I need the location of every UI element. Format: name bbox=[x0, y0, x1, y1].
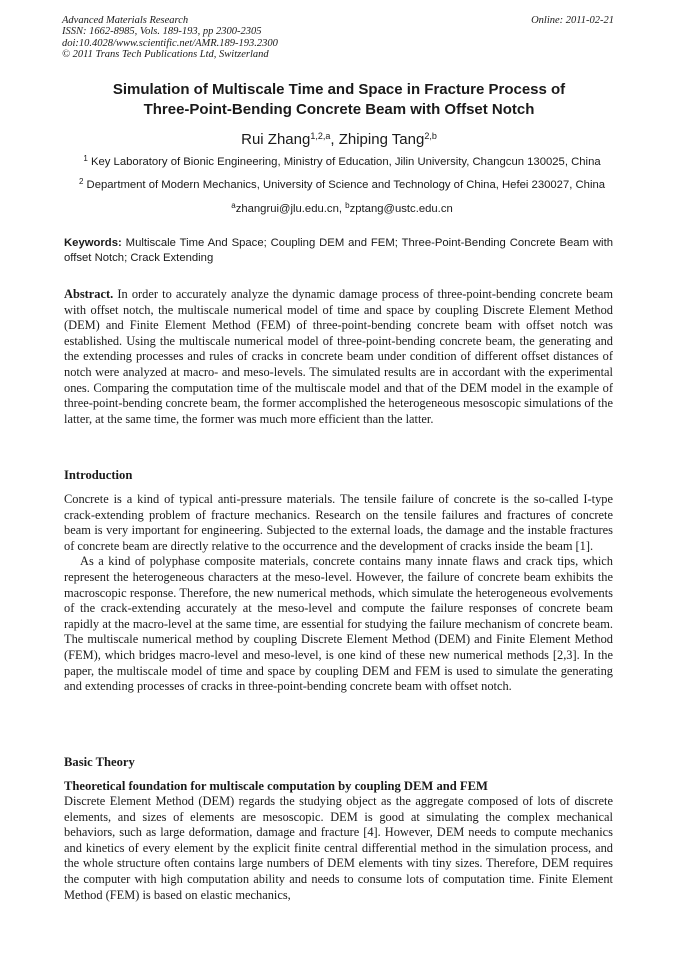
introduction-body bbox=[64, 492, 613, 695]
affiliation bbox=[64, 178, 620, 192]
abstract bbox=[64, 287, 613, 427]
keywords-label: Keywords: bbox=[64, 237, 122, 249]
journal-name: Advanced Materials Research bbox=[62, 15, 189, 26]
email-address: zhangrui@jlu.edu.cn, bbox=[235, 203, 346, 215]
online-date: Online: 2011-02-21 bbox=[531, 15, 614, 26]
abstract-text: In order to accurately analyze the dynamic damage process of three-point-bending concrete beam with offset notch, the multiscale numerical model of time and space by coupling Discrete Element Method (DEM) and Finite Element Method (FEM) of three-point-bending concrete beam with offset notch was established. Using the multiscale numerical model of three-point-bending concrete beam, the generating and the extending processes and rules of cracks in concrete beam under condition of different offset distances of notch were analyzed at macro- and meso-levels. The simulated results are in accordant with the experimental ones. Comparing the computation time of the multiscale model and that of the DEM model in the example of three-point-bending concrete beam, the former accomplished the heterogeneous mesoscopic simulations of the latter, at the same time, the former was much more efficient than the latter. bbox=[64, 287, 613, 426]
author-affiliation-mark: 1,2,a bbox=[310, 131, 331, 141]
affiliation-number: 2 bbox=[78, 177, 84, 186]
journal-copyright: © 2011 Trans Tech Publications Ltd, Switzerland bbox=[62, 49, 269, 61]
title-line-1: Simulation of Multiscale Time and Space in Fracture Process of bbox=[112, 81, 566, 98]
subsection-heading: Theoretical foundation for multiscale computation by coupling DEM and FEM bbox=[64, 779, 488, 793]
keywords bbox=[64, 236, 613, 266]
author-name: Rui Zhang bbox=[241, 131, 311, 148]
paper-title bbox=[40, 80, 638, 120]
paragraph: As a kind of polyphase composite materials, concrete contains many innate flaws and crack tips, which represent the heterogeneous characters at the meso-level. However, the failure of concrete beam exhibits the macroscopic response. Therefore, the new numerical methods, which simulate the heterogeneous evolvements of the crack-extending accurately at the meso-level and compute the failure responses of concrete beam rapidly at the macro-level at the same time, are essential for studying the failure mechanism of concrete beam. The multiscale numerical method by coupling Discrete Element Method (DEM) and Finite Element Method (FEM), which bridges macro-level and meso-level, is one kind of these new numerical methods [2,3]. In the paper, the multiscale model of time and space by coupling DEM and FEM is used to simulate the generating and extending processes of cracks in three-point-bending concrete beam with offset notch. bbox=[64, 554, 613, 694]
email-mark: a bbox=[231, 201, 236, 210]
abstract-label: Abstract. bbox=[64, 287, 114, 301]
title-line-2: Three-Point-Bending Concrete Beam with Offset Notch bbox=[143, 101, 535, 118]
affiliation-text: Key Laboratory of Bionic Engineering, Ministry of Education, Jilin University, Changcun 130025, China bbox=[90, 156, 601, 168]
author-affiliation-mark: 2,b bbox=[424, 131, 437, 141]
affiliation bbox=[64, 155, 620, 169]
basic-theory-body bbox=[64, 794, 613, 903]
email-address: zptang@ustc.edu.cn bbox=[349, 203, 453, 215]
paragraph: Discrete Element Method (DEM) regards the studying object as the aggregate composed of lots of discrete elements, and sizes of elements are mesoscopic. DEM is good at simulating the complex mechanical behaviors, such as large deformation, damage and fracture [4]. However, DEM needs to compute mechanics and kinetics of every element by the explicit finite central differential method in the simulation process, and the whole structure often contains large numbers of DEM elements with tiny sizes. Therefore, DEM requires the computer with high computation ability and needs to consume lots of computation time. Finite Element Method (FEM) is based on elastic mechanics, bbox=[64, 794, 613, 902]
email-mark: b bbox=[345, 201, 350, 210]
author-list bbox=[40, 130, 638, 150]
section-heading-introduction: Introduction bbox=[64, 468, 133, 482]
author-emails bbox=[64, 202, 620, 216]
author-name: Zhiping Tang bbox=[338, 131, 425, 148]
journal-issn: ISSN: 1662-8985, Vols. 189-193, pp 2300-2305 bbox=[62, 26, 262, 38]
section-heading-basic-theory: Basic Theory bbox=[64, 755, 135, 769]
affiliation-number: 1 bbox=[83, 154, 88, 163]
paragraph: Concrete is a kind of typical anti-pressure materials. The tensile failure of concrete is the so-called I-type crack-extending problem of fracture mechanics. Research on the tensile failures and fractures of concrete beam is very important for engineering. Subjected to the external loads, the damage and the instable fractures of concrete beam are directly relative to the occurrence and the development of cracks inside the beam [1]. bbox=[64, 492, 613, 553]
affiliation-text: Department of Modern Mechanics, University of Science and Technology of China, Hefei 230027, China bbox=[86, 179, 606, 191]
journal-doi: doi:10.4028/www.scientific.net/AMR.189-193.2300 bbox=[62, 37, 278, 49]
journal-header bbox=[62, 15, 278, 61]
author-separator: , bbox=[330, 131, 339, 148]
keywords-text: Multiscale Time And Space; Coupling DEM and FEM; Three-Point-Bending Concrete Beam with offset Notch; Crack Extending bbox=[64, 237, 613, 264]
